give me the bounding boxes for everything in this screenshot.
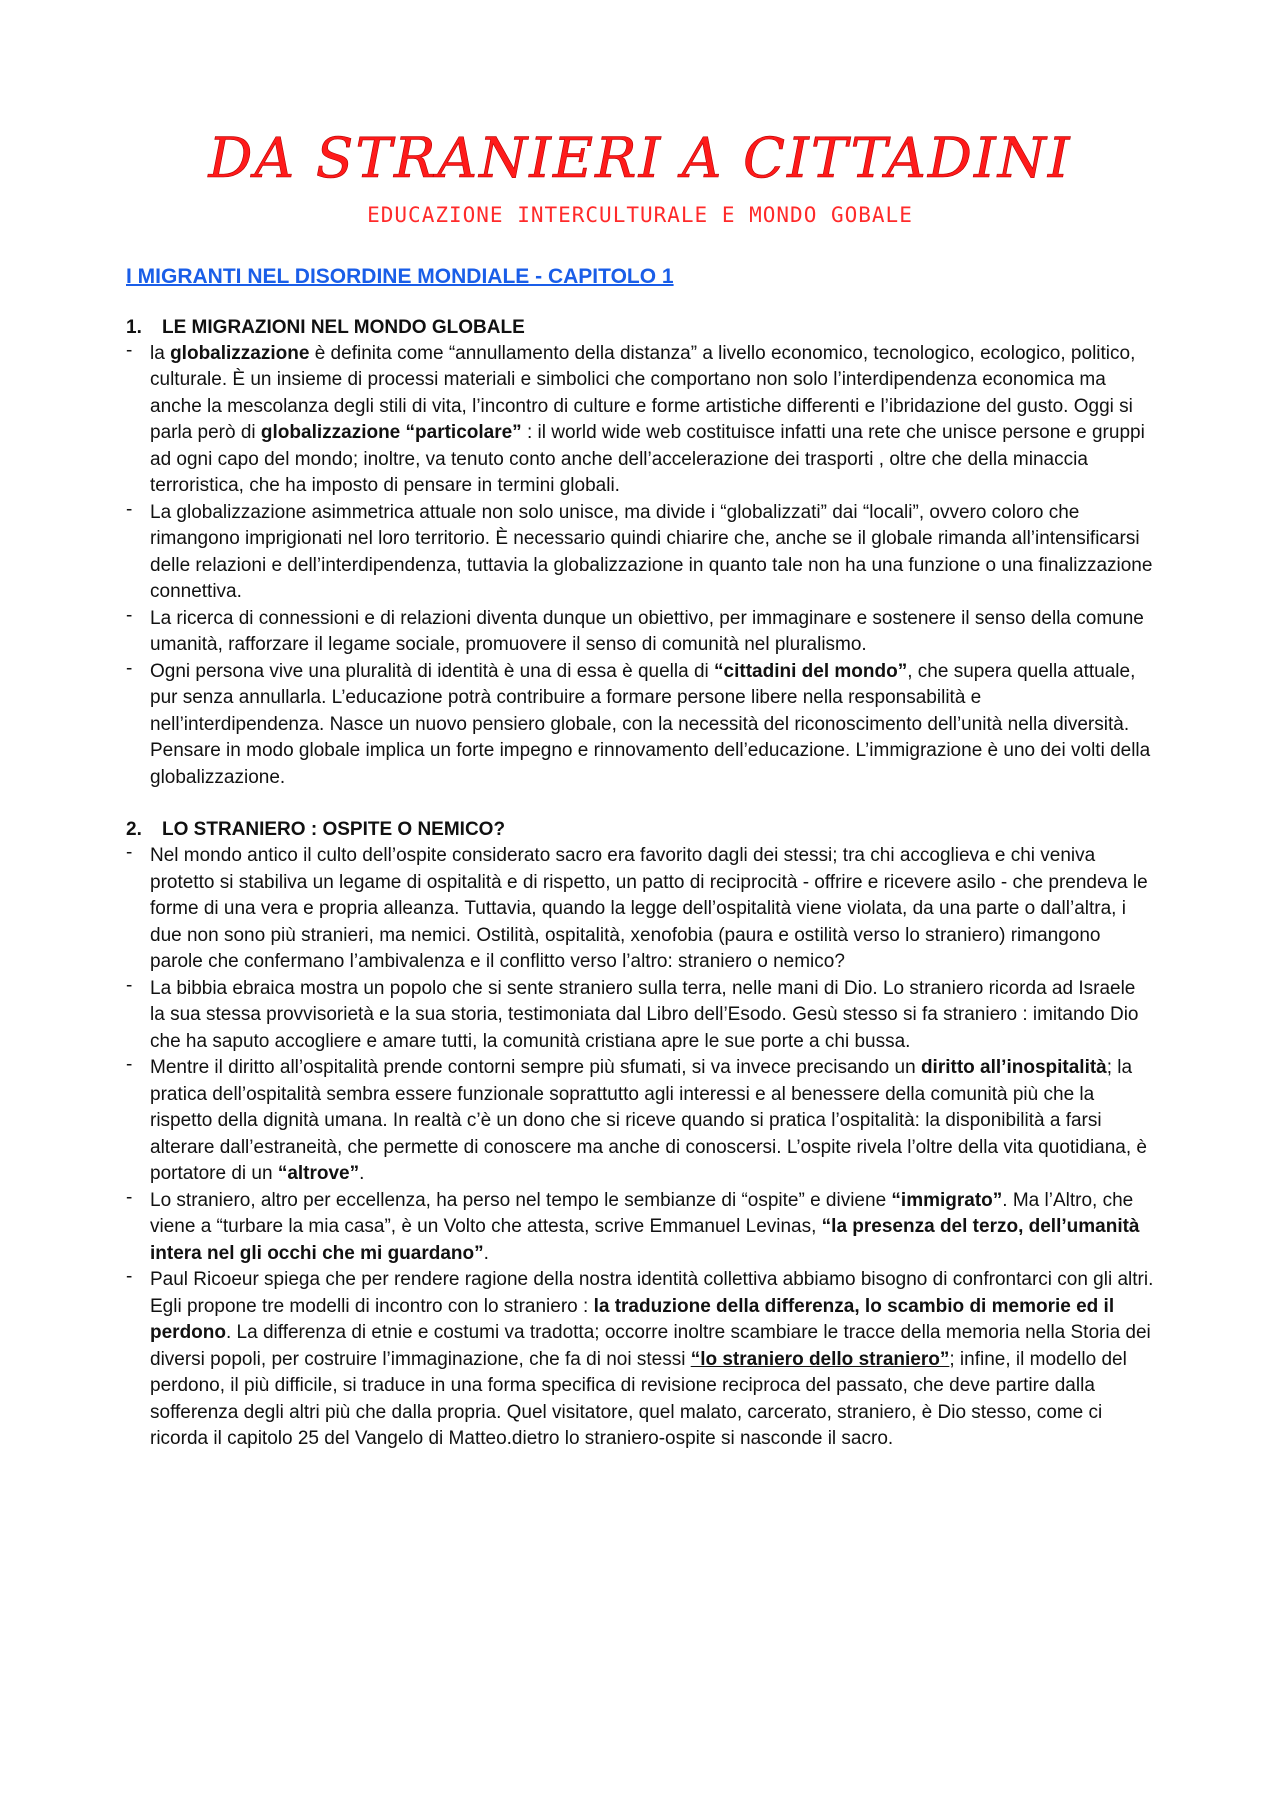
emphasis-text: globalizzazione [170,342,310,364]
list-item [126,976,1154,1056]
emphasis-text: diritto all’inospitalità [920,1057,1107,1078]
chapter-heading: I MIGRANTI NEL DISORDINE MONDIALE - CAPITOLO 1 [126,264,674,288]
body-text: . Ma l’Altro, che viene a “turbare la mia casa”, è un Volto che attesta, scrive Emmanuel Levinas, [150,1189,1134,1237]
emphasis-text: “lo straniero dello straniero” [690,1348,950,1370]
body-text: la [150,342,171,364]
section-list [126,341,1154,792]
body-text: Ogni persona vive una pluralità di identità è una di essa è quella di [150,660,715,682]
document-subtitle: EDUCAZIONE INTERCULTURALE E MONDO GOBALE [367,202,913,227]
body-text: . La differenza di etnie e costumi va tradotta; occorre inoltre scambiare le tracce della memoria nella Storia dei diversi popoli, per costruire l’immaginazione, che fa di noi stessi [150,1322,1151,1370]
body-text: La ricerca di connessioni e di relazioni diventa dunque un obiettivo, per immaginare e sostenere il senso della comune umanità, rafforzare il legame sociale, promuovere il senso di comunità nel pluralismo. [150,607,1144,655]
body-text: . [483,1242,489,1264]
emphasis-text: “immigrato” [891,1189,1003,1211]
emphasis-text: la traduzione della differenza, lo scambio di memorie ed il perdono [150,1295,1115,1343]
body-text: è definita come “annullamento della distanza” a livello economico, tecnologico, ecologico, politico, culturale. È un insieme di processi materiali e simbolici che comportano non solo l’interdipendenza economica ma anche la mescolanza degli stili di vita, l’incontro di culture e forme artistiche differenti e l’ibridazione del gusto. Oggi si parla però di [150,342,1136,443]
emphasis-text: “la presenza del terzo, dell’umanità intera nel gli occhi che mi guardano” [150,1216,1140,1264]
section-title: LE MIGRAZIONI NEL MONDO GLOBALE [162,316,525,338]
section-title: LO STRANIERO : OSPITE O NEMICO? [162,819,506,840]
body-text: ; infine, il modello del perdono, il più difficile, si traduce in una forma specifica di revisione reciproca del passato, che deve partire dalla sofferenza degli altri più che dalla propria. Quel visitatore, quel malato, carcerato, straniero, è Dio stesso, come ci ricorda il capitolo 25 del Vangelo di Matteo.dietro lo straniero-ospite si nasconde il sacro. [150,1348,1127,1449]
section-number: 2. [126,819,142,840]
body-text: La bibbia ebraica mostra un popolo che si sente straniero sulla terra, nelle mani di Dio. Lo straniero ricorda ad Israele la sua stessa provvisorietà e la sua storia, testimoniata dal Libro dell’Esodo. Gesù stesso si fa straniero : imitando Dio che ha saputo accogliere e amare tutti, la comunità cristiana apre le sue porte a chi bussa. [150,977,1139,1052]
list-item [126,1267,1154,1453]
list-item [126,1188,1154,1268]
section-list [126,843,1154,1453]
emphasis-text: “cittadini del mondo” [714,660,908,682]
section-2 [126,817,1154,1453]
body-text: : il world wide web costituisce infatti una rete che unisce persone e gruppi ad ogni capo del mondo; inoltre, va tenuto conto anche dell’accelerazione dei trasporti , oltre che della minaccia terroristica, che ha imposto di pensare in termini globali. [150,422,1145,496]
section-heading [126,817,1154,843]
list-item [126,659,1154,792]
section-1 [126,315,1154,792]
body-text: Mentre il diritto all’ospitalità prende contorni sempre più sfumati, si va invece precisando un [150,1057,921,1078]
section-number: 1. [126,316,142,338]
list-item [126,1055,1154,1188]
list-item [126,500,1154,606]
emphasis-text: globalizzazione “particolare” [260,422,522,443]
body-text: . [359,1163,365,1184]
section-heading [126,315,1154,341]
list-item [126,843,1154,976]
body-text: Lo straniero, altro per eccellenza, ha perso nel tempo le sembianze di “ospite” e diviene [150,1189,892,1211]
body-text: ; la pratica dell’ospitalità sembra essere funzionale soprattutto agli interessi e al benessere della comunità più che la rispetto della dignità umana. In realtà c’è un dono che si riceve quando si pratica l’ospitalità: la disponibilità a farsi alterare dall’estraneità, che permette di conoscere ma anche di conoscersi. L’ospite rivela l’oltre della vita quotidiana, è portatore di un [150,1057,1147,1184]
body-text: , che supera quella attuale, pur senza annullarla. L’educazione potrà contribuire a formare persone libere nella responsabilità e nell’interdipendenza. Nasce un nuovo pensiero globale, con la necessità del riconoscimento dell’unità nella diversità. Pensare in modo globale implica un forte impegno e rinnovamento dell’educazione. L’immigrazione è uno dei volti della globalizzazione. [150,660,1151,788]
list-item [126,606,1154,659]
body-text: Paul Ricoeur spiega che per rendere ragione della nostra identità collettiva abbiamo bisogno di confrontarci con gli altri. Egli propone tre modelli di incontro con lo straniero : [150,1269,1154,1317]
document-title: DA STRANIERI A CITTADINI [208,126,1072,190]
emphasis-text: “altrove” [277,1163,360,1184]
list-item [126,341,1154,500]
body-text: Nel mondo antico il culto dell’ospite considerato sacro era favorito dagli dei stessi; tra chi accoglieva e chi veniva protetto si stabiliva un legame di ospitalità e di rispetto, un patto di reciprocità - offrire e ricevere asilo - che prendeva le forme di una vera e propria alleanza. Tuttavia, quando la legge dell’ospitalità viene violata, da una parte o dall’altra, i due non sono più stranieri, ma nemici. Ostilità, ospitalità, xenofobia (paura e ostilità verso lo straniero) rimangono parole che confermano l’ambivalenza e il conflitto verso l’altro: straniero o nemico? [150,845,1148,972]
body-text: La globalizzazione asimmetrica attuale non solo unisce, ma divide i “globalizzati” dai “locali”, ovvero coloro che rimangono imprigionati nel loro territorio. È necessario quindi chiarire che, anche se il globale rimanda all’intensificarsi delle relazioni e dell’interdipendenza, tuttavia la globalizzazione in quanto tale non ha una funzione o una finalizzazione connettiva. [150,501,1153,602]
